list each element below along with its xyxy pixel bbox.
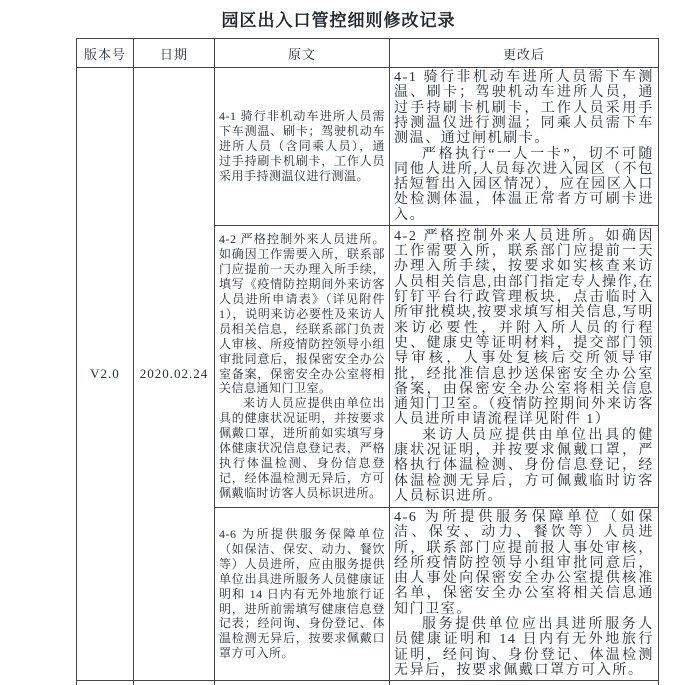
date-cell: 2020.02.24 — [134, 68, 215, 681]
original-text-cell-2 — [215, 226, 390, 508]
paragraph: 4-1 骑行非机动车进所人员需下车测温、刷卡；驾驶机动车进所人员（含同乘人员），通过手持刷卡机刷卡，工作人员采用手持测温仪进行测温。 — [219, 109, 385, 183]
version-cell: V2.0 — [77, 68, 134, 681]
table-row-cutoff — [77, 681, 659, 685]
table-row — [77, 68, 659, 226]
paragraph: 服务提供单位应出具进所服务人员健康证明和 14 日内有无外地旅行证明，经问询、身份登记、体温检测无异后，按要求佩戴口罩方可入所。 — [394, 617, 654, 678]
header-version: 版本号 — [77, 39, 134, 68]
empty-cell — [77, 681, 134, 685]
changed-text-cell-1 — [390, 68, 659, 226]
original-text-cell-1 — [215, 68, 390, 226]
changed-text-cell-2 — [390, 226, 659, 508]
paragraph: 来访人员应提供由单位出具的健康状况证明，并按要求佩戴口罩，严格执行体温检测、身份信息登记，经体温检测无异后，方可佩戴临时访客人员标识进所。 — [394, 427, 654, 504]
empty-cell — [390, 681, 659, 685]
paragraph: 4-2 严格控制外来人员进所。如确因工作需要入所，联系部门应提前一天办理入所手续，填写《疫情防控期间外来访客人员进所申请表》（详见附件 1），说明来访必要性及来访人员相关信息，经联系部门负责人审核、所疫情防控领导小组审批同意后，报保密安全办公室备案，保密安全办公室将相关信息通知门卫室。 — [219, 232, 385, 396]
empty-cell — [215, 681, 390, 685]
table-header-row — [77, 39, 659, 68]
paragraph: 4-6 为所提供服务保障单位（如保洁、保安、动力、餐饮等）人员进所，联系部门应提前报人事处审核，经所疫情防控领导小组审批同意后，由人事处向保密安全办公室提供核准名单，保密安全办公室将相关信息通知门卫室。 — [394, 510, 654, 617]
modification-record-table — [76, 38, 659, 685]
header-date: 日期 — [134, 39, 215, 68]
paragraph: 来访人员应提供由单位出具的健康状况证明，并按要求佩戴口罩，进所前如实填写身体健康状况信息登记表，严格执行体温检测、身份信息登记，经体温检测无异后，方可佩戴临时访客人员标识进所。 — [219, 396, 385, 500]
header-changed: 更改后 — [390, 39, 659, 68]
changed-text-cell-3 — [390, 508, 659, 681]
paragraph: 4-6 为所提供服务保障单位（如保洁、保安、动力、餐饮等）人员进所，应由服务提供单位出具进所服务人员健康证明和 14 日内有无外地旅行证明，进所前需填写健康信息登记表；经问询、身份登记、体温检测无异后，按要求佩戴口罩方可入所。 — [219, 527, 385, 661]
original-text-cell-3 — [215, 508, 390, 681]
paragraph: 严格执行“一人一卡”，切不可随同他人进所,人员每次进入园区（不包括短暂出入园区情况），应在园区入口处检测体温，体温正常者方可刷卡进入。 — [394, 146, 654, 223]
paragraph: 4-2 严格控制外来人员进所。如确因工作需要入所，联系部门应提前一天办理入所手续，按要求如实核查来访人员相关信息,由部门指定专人操作,在钉钉平台行政管理板块，点击临时入所审批模块,按要求填写相关信息,写明来访必要性，并附入所人员的行程史、健康史等证明材料，提交部门领导审核，人事处复核后交所领导审批，经批准信息抄送保密安全办公室备案，由保密安全办公室将相关信息通知门卫室。（疫情防控期间外来访客人员进所申请流程详见附件 1） — [394, 228, 654, 428]
page-title: 园区出入口管控细则修改记录 — [221, 11, 456, 30]
paragraph: 4-1 骑行非机动车进所人员需下车测温、刷卡；驾驶机动车进所人员，通过手持刷卡机刷卡，工作人员采用手持测温仪进行测温；同乘人员需下车测温、通过闸机刷卡。 — [394, 70, 654, 147]
header-original: 原文 — [215, 39, 390, 68]
empty-cell — [134, 681, 215, 685]
